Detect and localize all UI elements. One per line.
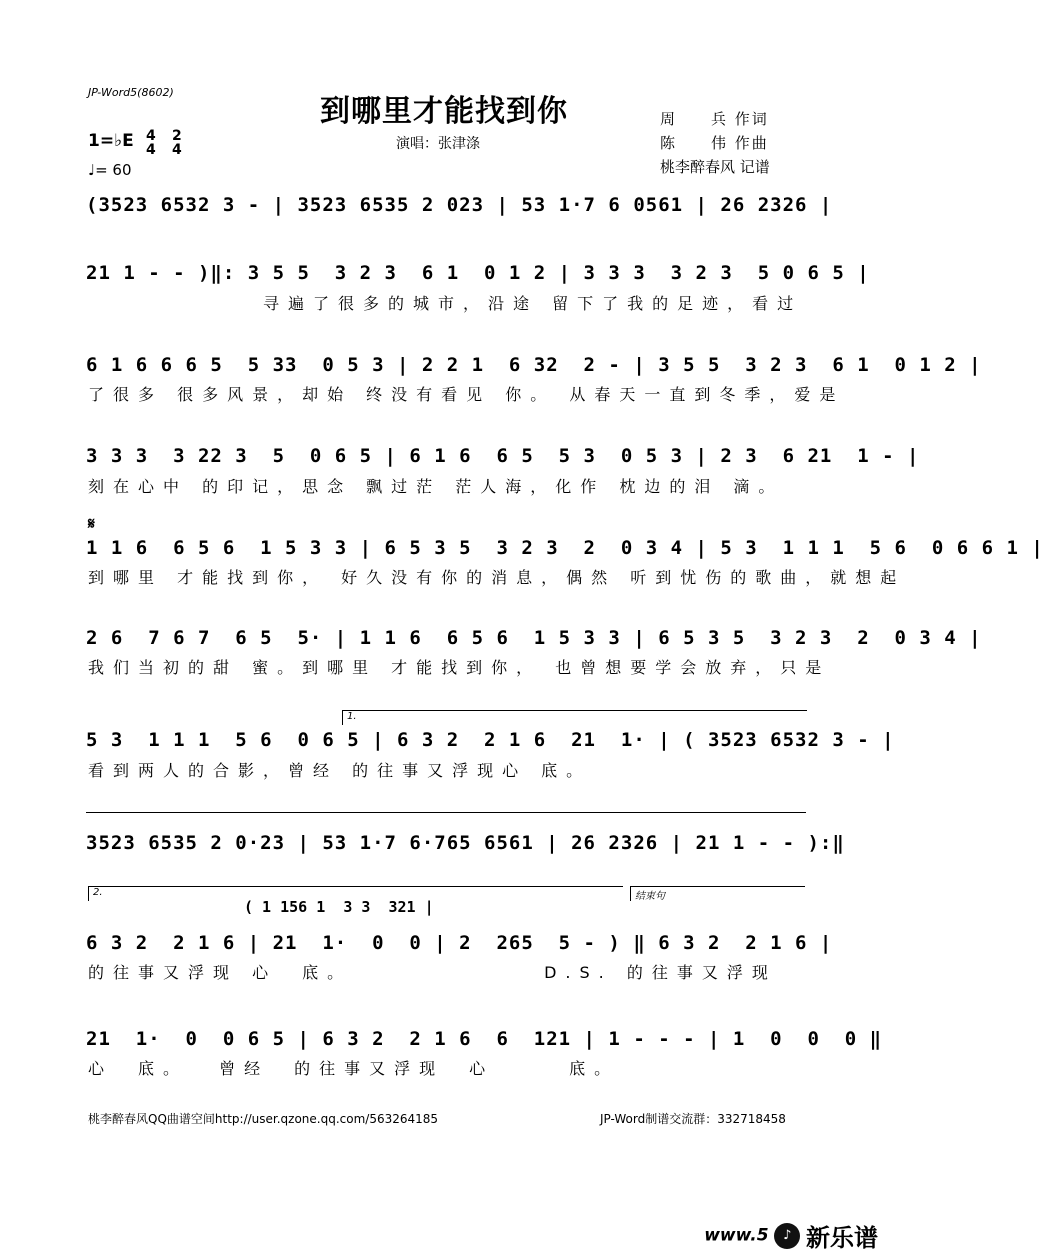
footer-left-text: 桃李醉春风QQ曲谱空间http://user.qzone.qq.com/563264185 — [88, 1112, 439, 1126]
notation-line-8: 3523 6535 2 0·23 | 53 1·7 6·765 6561 | 26 2326 | 21 1 - - ):‖ — [86, 832, 845, 854]
composer-credit: 陈 伟 作曲 — [660, 134, 769, 152]
lyric-line-3: 了很多 很多风景，却始 终没有看见 你。 从春天一直到冬季，爱是 — [88, 385, 845, 404]
tempo-marking: ♩= 60 — [88, 161, 132, 179]
lyric-line-5: 到哪里 才能找到你， 好久没有你的消息，偶然 听到忧伤的歌曲，就想起 — [88, 568, 906, 587]
software-label: JP-Word5(8602) — [88, 86, 174, 99]
lyric-line-10: 心 底。 曾经 的往事又浮现 心 底。 — [88, 1059, 620, 1078]
interlude-notation: ( 1 156 1 3 3 321 | — [244, 898, 434, 916]
watermark-url: www.5 — [704, 1225, 769, 1246]
lyric-line-2: 寻遍了很多的城市，沿途 留下了我的足迹，看过 — [88, 294, 803, 313]
footer-right-text: JP-Word制谱交流群：332718458 — [600, 1112, 786, 1126]
notation-line-3: 6 1 6 6 6 5 5 33 0 5 3 | 2 2 1 6 32 2 - | 3 5 5 3 2 3 6 1 0 1 2 | — [86, 354, 982, 376]
song-title: 到哪里才能找到你 — [320, 94, 568, 129]
singer-label: 演唱：张津涤 — [396, 136, 480, 152]
time-signature-4-4: 4 4 — [146, 128, 156, 158]
lyric-line-9: 的往事又浮现 心 底。 D.S. 的往事又浮现 — [88, 963, 777, 982]
volta-1-continuation — [86, 812, 806, 813]
watermark-logo — [704, 1218, 878, 1253]
transcriber-credit: 桃李醉春风 记谱 — [660, 158, 770, 176]
watermark-brand: 新乐谱 — [806, 1224, 878, 1252]
notation-line-10: 21 1· 0 0 6 5 | 6 3 2 2 1 6 6 121 | 1 - - - | 1 0 0 0 ‖ — [86, 1028, 883, 1050]
time-signature-2-4: 2 4 — [172, 128, 182, 158]
key-signature: 1=♭E — [88, 131, 134, 151]
notation-line-5: 1 1 6 6 5 6 1 5 3 3 | 6 5 3 5 3 2 3 2 0 3 4 | 5 3 1 1 1 5 6 0 6 6 1 | — [86, 537, 1044, 559]
lyric-line-7: 看到两人的合影，曾经 的往事又浮现心 底。 — [88, 761, 592, 780]
lyricist-credit: 周 兵 作词 — [660, 110, 769, 128]
segno-icon: 𝄋 — [88, 514, 95, 533]
lyric-line-4: 刻在心中 的印记，思念 飘过茫 茫人海，化作 枕边的泪 滴。 — [88, 477, 784, 496]
volta-1-bracket: 1. — [342, 710, 807, 725]
coda-bracket: 结束句 — [630, 886, 805, 901]
volta-2-bracket: 2. — [88, 886, 623, 901]
lyric-line-6: 我们当初的甜 蜜。到哪里 才能找到你， 也曾想要学会放弃，只是 — [88, 658, 831, 677]
notation-line-1: (3523 6532 3 - | 3523 6535 2 023 | 53 1·7 6 0561 | 26 2326 | — [86, 194, 833, 216]
music-disc-icon: ♪ — [774, 1223, 800, 1249]
notation-line-2: 21 1 - - )‖: 3 5 5 3 2 3 6 1 0 1 2 | 3 3 3 3 2 3 5 0 6 5 | — [86, 262, 870, 284]
notation-line-4: 3 3 3 3 22 3 5 0 6 5 | 6 1 6 6 5 5 3 0 5 3 | 2 3 6 21 1 - | — [86, 445, 920, 467]
notation-line-7: 5 3 1 1 1 5 6 0 6 5 | 6 3 2 2 1 6 21 1· | ( 3523 6532 3 - | — [86, 729, 895, 751]
notation-line-6: 2 6 7 6 7 6 5 5· | 1 1 6 6 5 6 1 5 3 3 | 6 5 3 5 3 2 3 2 0 3 4 | — [86, 627, 982, 649]
notation-line-9: 6 3 2 2 1 6 | 21 1· 0 0 | 2 265 5 - ) ‖ 6 3 2 2 1 6 | — [86, 932, 833, 954]
